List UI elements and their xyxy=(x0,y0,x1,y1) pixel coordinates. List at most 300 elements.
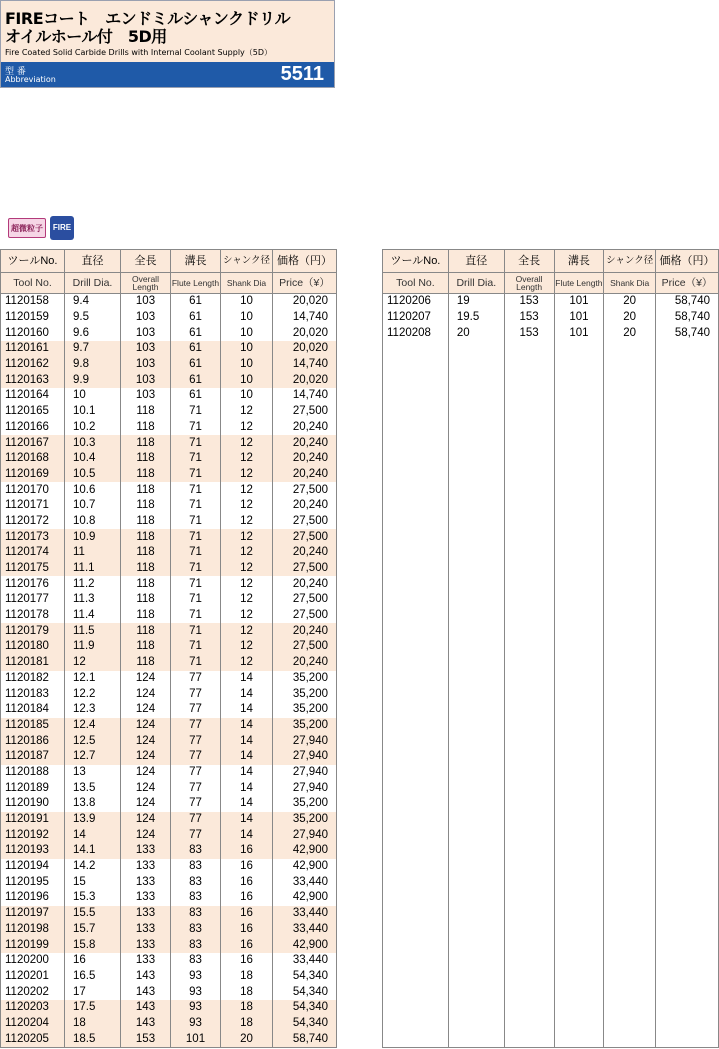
header-row-en xyxy=(383,273,719,294)
empty-cell xyxy=(504,906,554,922)
overall-length-cell: 143 xyxy=(121,969,171,985)
tool-no-cell: 1120185 xyxy=(1,718,65,734)
empty-cell xyxy=(504,812,554,828)
empty-cell xyxy=(554,671,604,687)
table-row xyxy=(1,686,337,702)
empty-cell xyxy=(554,576,604,592)
empty-cell xyxy=(604,514,656,530)
empty-cell xyxy=(504,718,554,734)
empty-cell xyxy=(656,529,719,545)
drill-dia-cell: 20 xyxy=(448,325,504,341)
drill-dia-cell: 10.4 xyxy=(65,451,121,467)
shank-dia-cell: 12 xyxy=(221,451,273,467)
flute-length-cell: 83 xyxy=(171,874,221,890)
empty-cell xyxy=(656,733,719,749)
table-row xyxy=(1,780,337,796)
price-cell: 20,240 xyxy=(273,623,337,639)
price-cell: 54,340 xyxy=(273,969,337,985)
table-row xyxy=(1,294,337,310)
empty-cell xyxy=(383,420,449,436)
overall-length-cell: 118 xyxy=(121,420,171,436)
shank-dia-cell: 12 xyxy=(221,576,273,592)
empty-cell xyxy=(554,1016,604,1032)
empty-cell xyxy=(504,623,554,639)
empty-cell xyxy=(554,404,604,420)
tool-no-cell: 1120201 xyxy=(1,969,65,985)
empty-cell xyxy=(504,467,554,483)
shank-dia-cell: 14 xyxy=(221,812,273,828)
shank-dia-cell: 12 xyxy=(221,623,273,639)
empty-cell xyxy=(448,608,504,624)
table-row xyxy=(1,467,337,483)
overall-length-cell: 133 xyxy=(121,874,171,890)
overall-length-cell: 124 xyxy=(121,702,171,718)
empty-row xyxy=(383,341,719,357)
drill-dia-cell: 12.2 xyxy=(65,686,121,702)
empty-cell xyxy=(448,514,504,530)
table-row xyxy=(1,1000,337,1016)
shank-dia-cell: 12 xyxy=(221,482,273,498)
tool-no-cell: 1120177 xyxy=(1,592,65,608)
col-dia-en: Drill Dia. xyxy=(448,273,504,294)
shank-dia-cell: 20 xyxy=(604,325,656,341)
drill-dia-cell: 12.1 xyxy=(65,671,121,687)
tool-no-cell: 1120170 xyxy=(1,482,65,498)
price-cell: 35,200 xyxy=(273,718,337,734)
empty-cell xyxy=(448,859,504,875)
empty-cell xyxy=(604,608,656,624)
empty-cell xyxy=(604,686,656,702)
table-row xyxy=(1,514,337,530)
empty-cell xyxy=(554,639,604,655)
empty-cell xyxy=(656,749,719,765)
empty-cell xyxy=(604,372,656,388)
empty-cell xyxy=(383,1016,449,1032)
flute-length-cell: 83 xyxy=(171,843,221,859)
overall-length-cell: 133 xyxy=(121,906,171,922)
empty-cell xyxy=(554,953,604,969)
empty-cell xyxy=(554,922,604,938)
shank-dia-cell: 14 xyxy=(221,686,273,702)
price-cell: 33,440 xyxy=(273,874,337,890)
empty-row xyxy=(383,561,719,577)
overall-length-cell: 103 xyxy=(121,372,171,388)
empty-cell xyxy=(504,922,554,938)
empty-cell xyxy=(604,906,656,922)
drill-dia-cell: 16.5 xyxy=(65,969,121,985)
tool-no-cell: 1120166 xyxy=(1,420,65,436)
empty-cell xyxy=(504,420,554,436)
tool-no-cell: 1120184 xyxy=(1,702,65,718)
empty-cell xyxy=(448,451,504,467)
empty-cell xyxy=(383,467,449,483)
drill-dia-cell: 12.5 xyxy=(65,733,121,749)
overall-length-cell: 118 xyxy=(121,623,171,639)
empty-cell xyxy=(448,827,504,843)
empty-cell xyxy=(383,765,449,781)
flute-length-cell: 77 xyxy=(171,671,221,687)
empty-cell xyxy=(656,482,719,498)
flute-length-cell: 77 xyxy=(171,733,221,749)
shank-dia-cell: 14 xyxy=(221,780,273,796)
empty-cell xyxy=(656,388,719,404)
col-tool-no-en: Tool No. xyxy=(1,273,65,294)
col-dia-jp: 直径 xyxy=(448,250,504,273)
tool-no-cell: 1120175 xyxy=(1,561,65,577)
shank-dia-cell: 10 xyxy=(221,388,273,404)
shank-dia-cell: 14 xyxy=(221,718,273,734)
empty-cell xyxy=(504,749,554,765)
empty-cell xyxy=(656,827,719,843)
empty-cell xyxy=(383,922,449,938)
empty-cell xyxy=(604,749,656,765)
drill-dia-cell: 13.5 xyxy=(65,780,121,796)
empty-cell xyxy=(504,451,554,467)
shank-dia-cell: 16 xyxy=(221,874,273,890)
price-cell: 20,020 xyxy=(273,325,337,341)
empty-cell xyxy=(656,937,719,953)
empty-cell xyxy=(554,812,604,828)
price-cell: 42,900 xyxy=(273,890,337,906)
empty-cell xyxy=(554,780,604,796)
shank-dia-cell: 12 xyxy=(221,592,273,608)
col-flute-jp: 溝長 xyxy=(171,250,221,273)
tool-no-cell: 1120196 xyxy=(1,890,65,906)
price-cell: 20,240 xyxy=(273,435,337,451)
empty-cell xyxy=(604,937,656,953)
tool-no-cell: 1120190 xyxy=(1,796,65,812)
empty-cell xyxy=(604,592,656,608)
price-cell: 33,440 xyxy=(273,906,337,922)
shank-dia-cell: 12 xyxy=(221,514,273,530)
price-cell: 35,200 xyxy=(273,796,337,812)
table-row xyxy=(1,451,337,467)
empty-cell xyxy=(448,388,504,404)
empty-cell xyxy=(604,404,656,420)
empty-cell xyxy=(448,435,504,451)
empty-cell xyxy=(554,874,604,890)
empty-cell xyxy=(504,1000,554,1016)
table-row xyxy=(1,969,337,985)
table-row xyxy=(1,529,337,545)
empty-row xyxy=(383,859,719,875)
drill-dia-cell: 11 xyxy=(65,545,121,561)
col-shank-en: Shank Dia xyxy=(221,273,273,294)
overall-length-cell: 103 xyxy=(121,357,171,373)
tool-no-cell: 1120165 xyxy=(1,404,65,420)
tool-no-cell: 1120189 xyxy=(1,780,65,796)
drill-dia-cell: 10.5 xyxy=(65,467,121,483)
empty-cell xyxy=(383,545,449,561)
empty-cell xyxy=(604,1031,656,1047)
table-row xyxy=(1,827,337,843)
shank-dia-cell: 10 xyxy=(221,357,273,373)
empty-cell xyxy=(448,718,504,734)
col-tool-no-en: Tool No. xyxy=(383,273,449,294)
shank-dia-cell: 18 xyxy=(221,969,273,985)
empty-cell xyxy=(504,671,554,687)
flute-length-cell: 77 xyxy=(171,686,221,702)
empty-row xyxy=(383,576,719,592)
shank-dia-cell: 18 xyxy=(221,1016,273,1032)
table-row xyxy=(1,623,337,639)
tool-no-cell: 1120208 xyxy=(383,325,449,341)
table-row xyxy=(1,482,337,498)
empty-cell xyxy=(504,388,554,404)
drill-dia-cell: 11.3 xyxy=(65,592,121,608)
empty-cell xyxy=(448,702,504,718)
flute-length-cell: 71 xyxy=(171,514,221,530)
empty-cell xyxy=(554,372,604,388)
price-cell: 20,020 xyxy=(273,294,337,310)
flute-length-cell: 77 xyxy=(171,702,221,718)
tool-no-cell: 1120161 xyxy=(1,341,65,357)
empty-row xyxy=(383,780,719,796)
shank-dia-cell: 12 xyxy=(221,404,273,420)
overall-length-cell: 143 xyxy=(121,1016,171,1032)
empty-cell xyxy=(604,969,656,985)
empty-cell xyxy=(604,451,656,467)
empty-cell xyxy=(604,718,656,734)
col-tool-no-jp: ツールNo. xyxy=(383,250,449,273)
empty-cell xyxy=(504,1031,554,1047)
empty-cell xyxy=(448,561,504,577)
product-subtitle: Fire Coated Solid Carbide Drills with Internal Coolant Supply（5D） xyxy=(5,48,273,57)
flute-length-cell: 77 xyxy=(171,765,221,781)
drill-dia-cell: 17.5 xyxy=(65,1000,121,1016)
empty-cell xyxy=(383,639,449,655)
empty-row xyxy=(383,639,719,655)
drill-dia-cell: 14.1 xyxy=(65,843,121,859)
price-cell: 20,240 xyxy=(273,420,337,436)
empty-cell xyxy=(448,498,504,514)
overall-length-cell: 124 xyxy=(121,686,171,702)
shank-dia-cell: 18 xyxy=(221,1000,273,1016)
price-cell: 20,240 xyxy=(273,545,337,561)
shank-dia-cell: 20 xyxy=(604,294,656,310)
empty-cell xyxy=(383,718,449,734)
table-row xyxy=(1,404,337,420)
shank-dia-cell: 14 xyxy=(221,765,273,781)
spec-table-right xyxy=(382,249,719,1048)
empty-cell xyxy=(448,529,504,545)
shank-dia-cell: 16 xyxy=(221,859,273,875)
price-cell: 27,500 xyxy=(273,514,337,530)
abbreviation-label-en: Abbreviation xyxy=(5,75,56,84)
empty-cell xyxy=(656,341,719,357)
flute-length-cell: 71 xyxy=(171,639,221,655)
shank-dia-cell: 14 xyxy=(221,749,273,765)
price-cell: 20,020 xyxy=(273,372,337,388)
drill-dia-cell: 10.6 xyxy=(65,482,121,498)
empty-cell xyxy=(656,467,719,483)
empty-cell xyxy=(504,765,554,781)
flute-length-cell: 83 xyxy=(171,906,221,922)
flute-length-cell: 71 xyxy=(171,592,221,608)
overall-length-cell: 118 xyxy=(121,482,171,498)
empty-cell xyxy=(604,874,656,890)
overall-length-cell: 124 xyxy=(121,733,171,749)
drill-dia-cell: 18 xyxy=(65,1016,121,1032)
table-row xyxy=(1,545,337,561)
price-cell: 54,340 xyxy=(273,1016,337,1032)
tool-no-cell: 1120206 xyxy=(383,294,449,310)
empty-cell xyxy=(604,702,656,718)
empty-row xyxy=(383,749,719,765)
price-cell: 54,340 xyxy=(273,1000,337,1016)
tool-no-cell: 1120172 xyxy=(1,514,65,530)
empty-cell xyxy=(554,655,604,671)
shank-dia-cell: 12 xyxy=(221,561,273,577)
price-cell: 58,740 xyxy=(273,1031,337,1047)
product-title-line1: FIREコート エンドミルシャンクドリル xyxy=(5,9,291,28)
overall-length-cell: 124 xyxy=(121,827,171,843)
empty-cell xyxy=(383,514,449,530)
table-row xyxy=(1,859,337,875)
empty-cell xyxy=(656,922,719,938)
empty-cell xyxy=(554,686,604,702)
col-overall-jp: 全長 xyxy=(504,250,554,273)
empty-cell xyxy=(448,922,504,938)
tool-no-cell: 1120167 xyxy=(1,435,65,451)
flute-length-cell: 101 xyxy=(554,310,604,326)
product-code: 5511 xyxy=(280,63,324,85)
flute-length-cell: 77 xyxy=(171,780,221,796)
table-row xyxy=(1,671,337,687)
empty-row xyxy=(383,514,719,530)
overall-length-cell: 133 xyxy=(121,843,171,859)
table-row xyxy=(383,294,719,310)
tool-no-cell: 1120164 xyxy=(1,388,65,404)
table-row xyxy=(383,325,719,341)
overall-length-cell: 153 xyxy=(504,294,554,310)
empty-cell xyxy=(554,984,604,1000)
overall-length-cell: 153 xyxy=(504,310,554,326)
flute-length-cell: 77 xyxy=(171,827,221,843)
empty-cell xyxy=(448,733,504,749)
empty-cell xyxy=(656,655,719,671)
drill-dia-cell: 10.9 xyxy=(65,529,121,545)
empty-cell xyxy=(448,357,504,373)
empty-cell xyxy=(448,765,504,781)
col-shank-en: Shank Dia xyxy=(604,273,656,294)
empty-cell xyxy=(604,922,656,938)
drill-dia-cell: 12.3 xyxy=(65,702,121,718)
empty-cell xyxy=(604,984,656,1000)
shank-dia-cell: 12 xyxy=(221,655,273,671)
flute-length-cell: 71 xyxy=(171,529,221,545)
shank-dia-cell: 16 xyxy=(221,906,273,922)
empty-cell xyxy=(554,765,604,781)
empty-cell xyxy=(554,969,604,985)
overall-length-cell: 103 xyxy=(121,310,171,326)
empty-cell xyxy=(604,388,656,404)
price-cell: 35,200 xyxy=(273,702,337,718)
empty-cell xyxy=(604,498,656,514)
empty-cell xyxy=(448,482,504,498)
drill-dia-cell: 11.2 xyxy=(65,576,121,592)
empty-cell xyxy=(383,435,449,451)
empty-cell xyxy=(656,953,719,969)
overall-length-cell: 118 xyxy=(121,639,171,655)
col-price-en: Price（¥） xyxy=(656,273,719,294)
empty-cell xyxy=(504,890,554,906)
empty-cell xyxy=(504,357,554,373)
empty-cell xyxy=(448,623,504,639)
empty-cell xyxy=(448,686,504,702)
price-cell: 27,940 xyxy=(273,827,337,843)
table-row xyxy=(1,341,337,357)
overall-length-cell: 124 xyxy=(121,765,171,781)
empty-cell xyxy=(504,529,554,545)
table-row xyxy=(1,655,337,671)
empty-cell xyxy=(448,890,504,906)
empty-cell xyxy=(604,827,656,843)
empty-cell xyxy=(383,1031,449,1047)
empty-row xyxy=(383,843,719,859)
empty-cell xyxy=(604,1016,656,1032)
flute-length-cell: 77 xyxy=(171,749,221,765)
table-row xyxy=(1,953,337,969)
empty-cell xyxy=(383,702,449,718)
tool-no-cell: 1120176 xyxy=(1,576,65,592)
empty-cell xyxy=(448,372,504,388)
empty-cell xyxy=(504,984,554,1000)
empty-cell xyxy=(656,874,719,890)
empty-cell xyxy=(656,545,719,561)
empty-cell xyxy=(554,623,604,639)
flute-length-cell: 71 xyxy=(171,545,221,561)
price-cell: 58,740 xyxy=(656,294,719,310)
table-row xyxy=(1,984,337,1000)
empty-row xyxy=(383,969,719,985)
empty-cell xyxy=(554,561,604,577)
empty-row xyxy=(383,718,719,734)
shank-dia-cell: 14 xyxy=(221,733,273,749)
empty-cell xyxy=(448,639,504,655)
table-row xyxy=(1,357,337,373)
flute-length-cell: 71 xyxy=(171,498,221,514)
tool-no-cell: 1120207 xyxy=(383,310,449,326)
drill-dia-cell: 11.9 xyxy=(65,639,121,655)
empty-cell xyxy=(656,671,719,687)
drill-dia-cell: 15.8 xyxy=(65,937,121,953)
empty-cell xyxy=(554,890,604,906)
col-dia-jp: 直径 xyxy=(65,250,121,273)
empty-cell xyxy=(656,796,719,812)
flute-length-cell: 71 xyxy=(171,576,221,592)
empty-cell xyxy=(448,984,504,1000)
empty-cell xyxy=(656,404,719,420)
flute-length-cell: 71 xyxy=(171,404,221,420)
drill-dia-cell: 11.4 xyxy=(65,608,121,624)
empty-row xyxy=(383,937,719,953)
empty-cell xyxy=(383,623,449,639)
price-cell: 27,500 xyxy=(273,529,337,545)
drill-dia-cell: 18.5 xyxy=(65,1031,121,1047)
table-row xyxy=(1,592,337,608)
shank-dia-cell: 16 xyxy=(221,953,273,969)
drill-dia-cell: 10.7 xyxy=(65,498,121,514)
empty-row xyxy=(383,827,719,843)
drill-dia-cell: 9.9 xyxy=(65,372,121,388)
empty-cell xyxy=(604,467,656,483)
empty-row xyxy=(383,592,719,608)
drill-dia-cell: 10 xyxy=(65,388,121,404)
empty-cell xyxy=(504,686,554,702)
overall-length-cell: 103 xyxy=(121,325,171,341)
fire-coat-badge-icon: FIRE xyxy=(50,216,74,240)
